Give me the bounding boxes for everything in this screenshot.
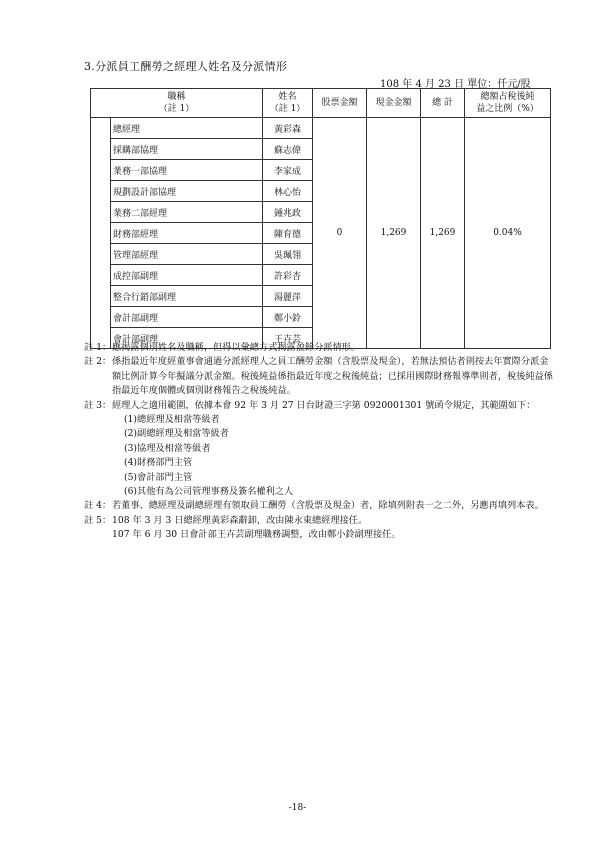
note-text: 經理人之適用範圍，依據本會 92 年 3 月 27 日台財證三字第 0920001301 號函令規定，其範圍如下：: [112, 399, 536, 411]
table-row: [91, 118, 551, 139]
row-title: 會計部副理: [111, 328, 263, 349]
row-name: 鄭小鈴: [263, 307, 313, 328]
distribution-table: [90, 88, 551, 349]
total-amount: 1,269: [421, 118, 465, 349]
note-3-item: (1)總經理及相當等級者: [124, 414, 220, 426]
row-name: 蘇志偉: [263, 139, 313, 160]
note-3-item: (6)其他有為公司管理事務及簽名權利之人: [124, 486, 294, 498]
blank-column: [91, 118, 111, 349]
section-heading: 3.分派員工酬勞之經理人姓名及分派情形: [84, 60, 288, 73]
row-title: 管理部經理: [111, 244, 263, 265]
table-header-row: [91, 89, 551, 118]
row-name: 黃彩森: [263, 118, 313, 139]
row-name: 李家成: [263, 160, 313, 181]
header-total: 總 計: [421, 89, 465, 118]
note-5: [84, 514, 554, 543]
header-title: 職稱 （註 1）: [91, 89, 263, 118]
header-stock: 股票金額: [313, 89, 367, 118]
header-ratio: 總額占稅後純 益之比例（%）: [465, 89, 551, 118]
note-3-item: (3)協理及相當等級者: [124, 442, 211, 454]
header-cash: 現金金額: [367, 89, 421, 118]
note-4: [84, 499, 554, 513]
note-text: 係指最近年度經董事會通過分派經理人之員工酬勞金額（含股票及現金），若無法預估者則按去年實際分派金額比例計算今年擬議分派金額。稅後純益係指最近年度之稅後純益；已採用國際財務報導準則者，稅後純益係指最近年度個體或個別財務報告之稅後純益。: [112, 356, 553, 397]
row-title: 總經理: [111, 118, 263, 139]
page-number: -18-: [288, 803, 307, 813]
note-label: 註 2：: [84, 356, 112, 368]
note-label: 註 1：: [84, 342, 112, 353]
profit-ratio: 0.04%: [465, 118, 551, 349]
note-3-item: (2)副總經理及相當等級者: [124, 428, 229, 440]
note-3: [84, 399, 554, 500]
row-title: 成控部副理: [111, 265, 263, 286]
header-name: 姓名 （註 1）: [263, 89, 313, 118]
note-text: 108 年 3 月 3 日總經理黃彩森辭卸，改由陳永東總經理接任。: [112, 514, 368, 526]
row-title: 採購部協理: [111, 139, 263, 160]
row-title: 業務一部協理: [111, 160, 263, 181]
row-name: 王卉芸: [263, 328, 313, 349]
note-3-item: (4)財務部門主管: [124, 457, 193, 469]
note-1: [84, 341, 554, 355]
note-text: 若董事、總經理及副總經理有領取員工酬勞（含股票及現金）者，除填列附表一之二外，另應再填列本表。: [112, 500, 544, 512]
row-title: 財務部經理: [111, 223, 263, 244]
row-name: 陳育德: [263, 223, 313, 244]
row-title: 業務二部經理: [111, 202, 263, 223]
row-name: 鍾兆政: [263, 202, 313, 223]
row-name: 許彩杏: [263, 265, 313, 286]
date-unit-line: 108 年 4 月 23 日 單位：仟元/股: [380, 79, 531, 90]
note-3-item: (5)會計部門主管: [124, 471, 193, 483]
note-2: [84, 355, 554, 398]
row-name: 吳珮翎: [263, 244, 313, 265]
stock-amount: 0: [313, 118, 367, 349]
note-text: 應揭露個別姓名及職稱，但得以彙總方式揭露盈餘分派情形。: [112, 342, 361, 353]
footnotes: [84, 341, 554, 543]
note-label: 註 5：: [84, 514, 112, 526]
cash-amount: 1,269: [367, 118, 421, 349]
row-name: 林心怡: [263, 181, 313, 202]
row-name: 湯麗萍: [263, 286, 313, 307]
note-text: 107 年 6 月 30 日會計部王卉芸副理職務調整，改由鄭小鈴副理接任。: [112, 529, 401, 541]
note-label: 註 3：: [84, 399, 112, 411]
row-title: 會計部副理: [111, 307, 263, 328]
row-title: 規劃設計部協理: [111, 181, 263, 202]
note-label: 註 4：: [84, 500, 112, 512]
row-title: 整合行銷部副理: [111, 286, 263, 307]
